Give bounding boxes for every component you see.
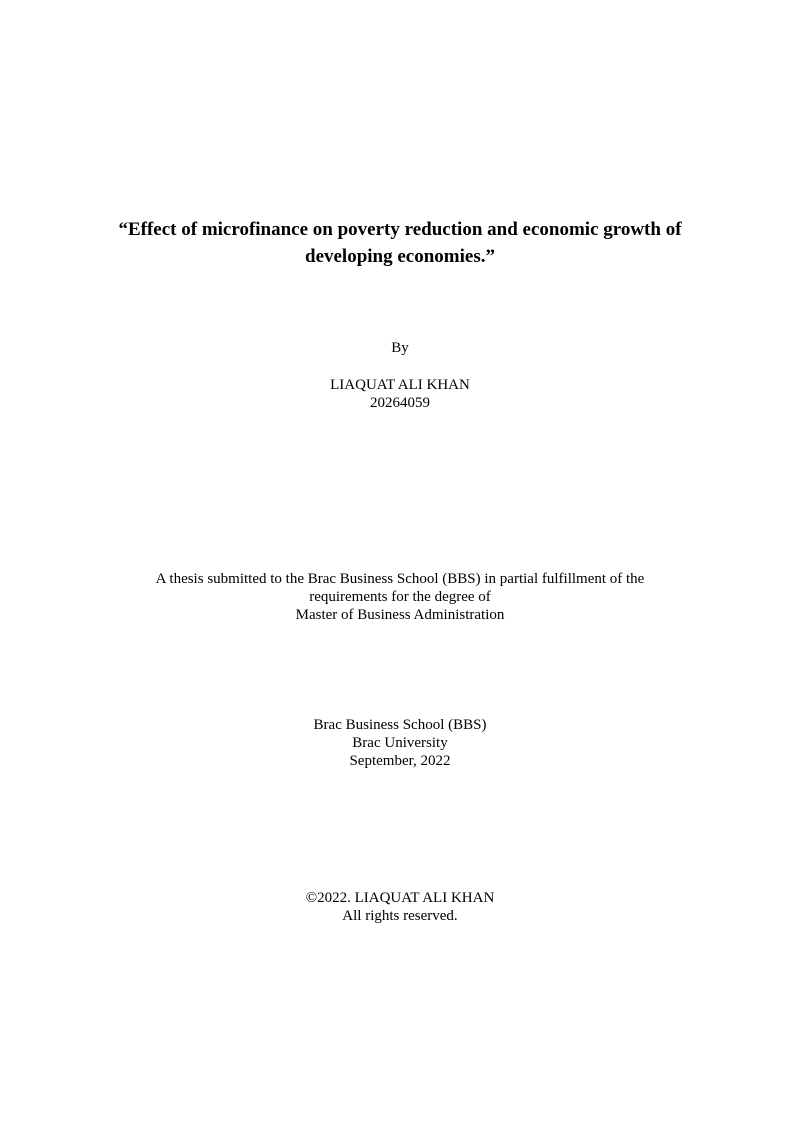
university-name: Brac University (352, 735, 448, 751)
thesis-title-line-2: developing economies.” (305, 246, 495, 267)
copyright-notice: ©2022. LIAQUAT ALI KHAN (305, 890, 495, 906)
copyright-block (0, 889, 800, 925)
author-name: LIAQUAT ALI KHAN (330, 377, 470, 393)
thesis-statement-line-2: requirements for the degree of (309, 589, 491, 605)
thesis-title (0, 216, 800, 270)
rights-reserved: All rights reserved. (342, 908, 458, 924)
thesis-title-line-1: “Effect of microfinance on poverty reduction and economic growth of (118, 219, 682, 240)
by-label-block (0, 339, 800, 357)
by-label: By (391, 340, 409, 356)
author-block (0, 376, 800, 412)
institution-block (0, 716, 800, 770)
school-name: Brac Business School (BBS) (313, 717, 487, 733)
thesis-statement (0, 570, 800, 624)
submission-date: September, 2022 (349, 753, 451, 769)
thesis-statement-line-1: A thesis submitted to the Brac Business School (BBS) in partial fulfillment of the (155, 571, 645, 587)
student-id: 20264059 (370, 395, 430, 411)
degree-name: Master of Business Administration (295, 607, 505, 623)
